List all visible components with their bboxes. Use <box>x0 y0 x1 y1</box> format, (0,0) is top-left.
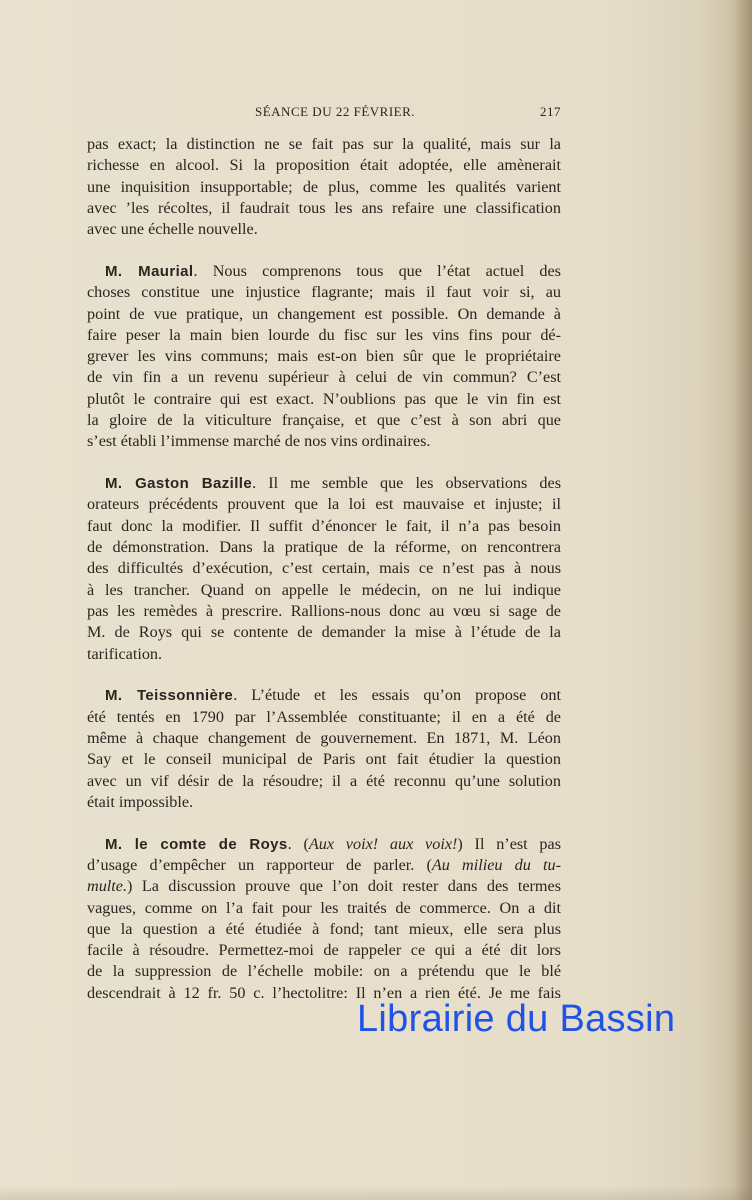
text-line <box>87 707 561 728</box>
text-segment: des difficultés d’exécution, c’est certain, mais ce n’est pas à nous <box>87 559 561 578</box>
text-segment: pas les remèdes à prescrire. Rallions-nous donc au vœu si sage de <box>87 601 561 620</box>
text-line <box>87 198 561 219</box>
speaker-name: M. Teissonnière <box>105 687 234 705</box>
text-segment: une inquisition insupportable; de plus, comme les qualités varient <box>87 177 561 196</box>
body-text <box>87 134 561 1024</box>
text-segment: faire peser la main bien lourde du fisc sur les vins fins pour dé- <box>87 325 561 344</box>
text-segment: . Il me semble que les observations des <box>252 474 561 493</box>
text-segment: facile à résoudre. Permettez-moi de rappeler ce qui a été dit lors <box>87 941 561 960</box>
speaker-name: M. le comte de Roys <box>105 835 288 853</box>
text-line <box>87 961 561 982</box>
running-header <box>87 104 561 124</box>
text-line <box>87 473 561 494</box>
text-line <box>87 728 561 749</box>
page-bottom-shadow <box>0 1186 752 1200</box>
text-segment: s’est établi l’immense marché de nos vins ordinaires. <box>87 432 431 451</box>
text-segment: de vin fin a un revenu supérieur à celui de vin commun? C’est <box>87 368 561 387</box>
text-segment: orateurs précédents prouvent que la loi est mauvaise et injuste; il <box>87 495 561 514</box>
text-segment: richesse en alcool. Si la proposition était adoptée, elle amènerait <box>87 156 561 175</box>
text-line <box>87 219 561 240</box>
text-segment: ) Il n’est pas <box>457 834 562 853</box>
text-line <box>87 940 561 961</box>
text-segment: à les trancher. Quand on appelle le médecin, on ne lui indique <box>87 580 561 599</box>
text-segment: avec une échelle nouvelle. <box>87 220 258 239</box>
text-segment: . Nous comprenons tous que l’état actuel des <box>193 261 561 280</box>
text-line <box>87 855 561 876</box>
text-segment: tarification. <box>87 644 163 663</box>
text-line <box>87 282 561 303</box>
page-edge-shadow <box>734 0 752 1200</box>
text-segment: d’usage d’empêcher un rapporteur de parler. ( <box>87 855 432 874</box>
text-line <box>87 155 561 176</box>
text-segment: été tentés en 1790 par l’Assemblée constituante; il en a été de <box>87 707 561 726</box>
text-segment: vagues, comme on l’a fait pour les traités de commerce. On a dit <box>87 898 561 917</box>
text-line <box>87 134 561 155</box>
text-line <box>87 431 561 452</box>
text-line <box>87 558 561 579</box>
paragraph <box>87 261 561 453</box>
text-line <box>87 261 561 282</box>
paragraph <box>87 473 561 665</box>
text-line <box>87 325 561 346</box>
text-line <box>87 876 561 897</box>
text-line <box>87 410 561 431</box>
text-segment: avec ’les récoltes, il faudrait tous les ans refaire une classification <box>87 198 561 217</box>
stage-direction: Au milieu du tu- <box>431 855 561 874</box>
paragraph <box>87 685 561 813</box>
text-line <box>87 389 561 410</box>
text-segment: plutôt le contraire qui est exact. N’oublions pas que le vin fin est <box>87 389 561 408</box>
text-segment: choses constitue une injustice flagrante; mais il faut voir si, au <box>87 283 561 302</box>
text-segment: pas exact; la distinction ne se fait pas sur la qualité, mais sur la <box>87 135 561 153</box>
page-number: 217 <box>540 104 561 119</box>
text-segment: était impossible. <box>87 792 194 811</box>
text-line <box>87 644 561 665</box>
text-segment: de démonstration. Dans la pratique de la réforme, on rencontrera <box>87 538 561 557</box>
text-line <box>87 919 561 940</box>
text-segment: la gloire de la viticulture française, et que c’est à son abri que <box>87 411 561 430</box>
text-segment: même à chaque changement de gouvernement. En 1871, M. Léon <box>87 728 561 747</box>
text-segment: de la suppression de l’échelle mobile: on a prétendu que le blé <box>87 962 561 981</box>
text-segment: grever les vins communs; mais est-on bien sûr que le propriétaire <box>87 347 561 366</box>
text-segment: Say et le conseil municipal de Paris ont fait étudier la question <box>87 750 561 769</box>
speaker-name: M. Gaston Bazille <box>105 475 253 493</box>
text-segment: que la question a été étudiée à fond; tant mieux, elle sera plus <box>87 919 561 938</box>
stage-direction: multe. <box>87 877 128 896</box>
text-segment: faut donc la modifier. Il suffit d’énoncer le fait, il n’a pas besoin <box>87 516 561 535</box>
text-line <box>87 749 561 770</box>
text-line <box>87 898 561 919</box>
text-segment: . ( <box>287 834 309 853</box>
text-line <box>87 771 561 792</box>
text-segment: descendrait à 12 fr. 50 c. l’hectolitre: Il n’en a rien été. Je me fais <box>87 983 561 1002</box>
text-line <box>87 516 561 537</box>
text-segment: M. de Roys qui se contente de demander la mise à l’étude de la <box>87 623 561 642</box>
text-line <box>87 494 561 515</box>
text-line <box>87 601 561 622</box>
speaker-name: M. Maurial <box>105 262 194 280</box>
text-line <box>87 685 561 706</box>
text-line <box>87 304 561 325</box>
text-line <box>87 346 561 367</box>
text-line <box>87 177 561 198</box>
text-line <box>87 622 561 643</box>
text-segment: avec un vif désir de la résoudre; il a été reconnu qu’une solution <box>87 771 561 790</box>
text-segment: point de vue pratique, un changement est possible. On demande à <box>87 304 561 323</box>
text-line <box>87 367 561 388</box>
text-segment: ) La discussion prouve que l’on doit rester dans des termes <box>127 877 561 896</box>
text-line <box>87 834 561 855</box>
stage-direction: Aux voix! aux voix! <box>308 834 458 853</box>
watermark: Librairie du Bassin <box>357 998 676 1040</box>
running-title: SÉANCE DU 22 FÉVRIER. <box>255 104 416 119</box>
paragraph <box>87 834 561 1004</box>
text-segment: . L’étude et les essais qu’on propose ont <box>233 686 561 705</box>
text-line <box>87 792 561 813</box>
text-line <box>87 580 561 601</box>
paragraph <box>87 134 561 240</box>
text-line <box>87 537 561 558</box>
